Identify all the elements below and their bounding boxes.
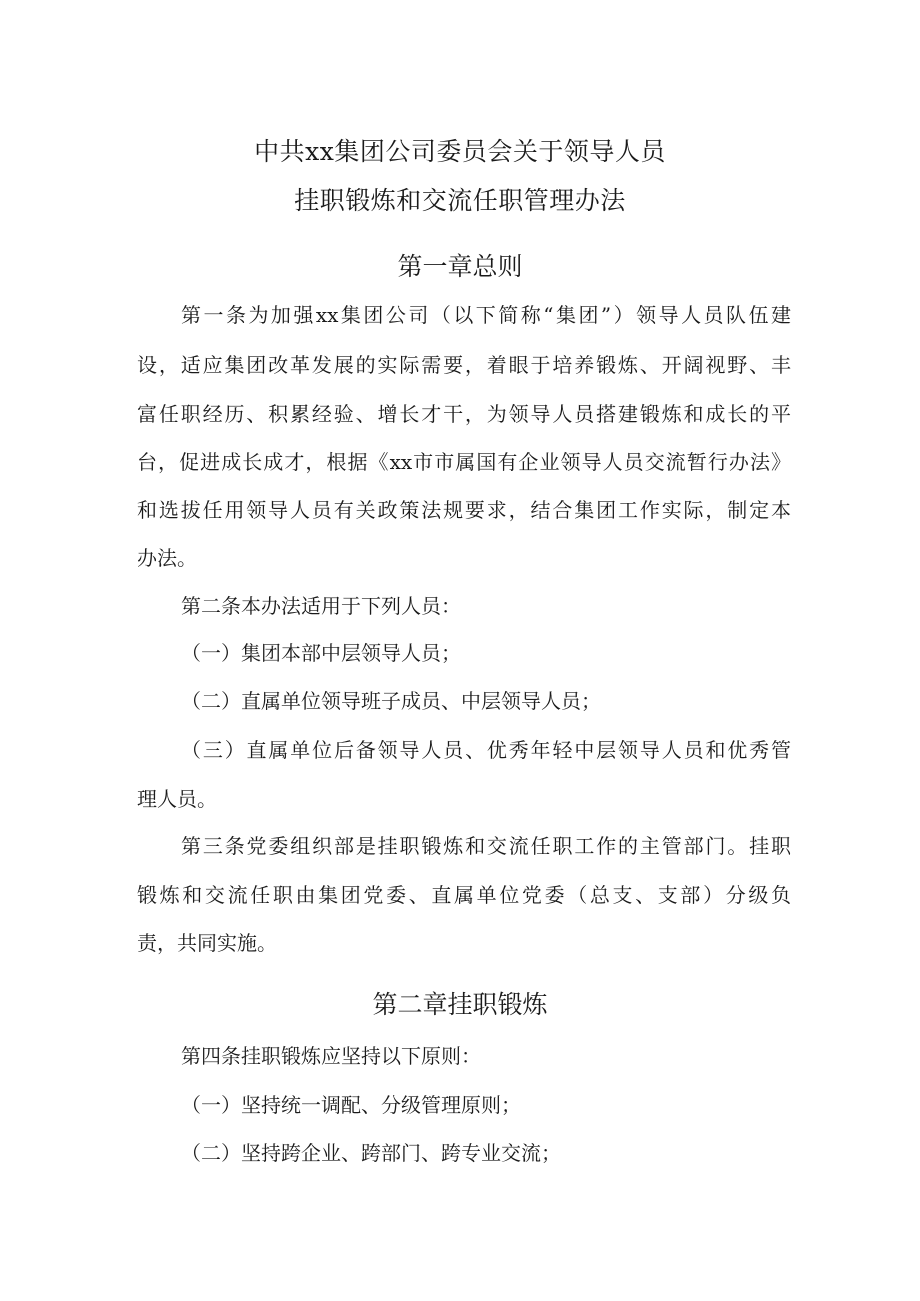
article-3-line: 锻炼和交流任职由集团党委、直属单位党委（总支、支部）分级负 [137,883,791,907]
article-1-line: 台，促进成长成才，根据《xx市市属国有企业领导人员交流暂行办法》 [137,450,791,474]
article-2-intro: 第二条本办法适用于下列人员： [181,594,461,618]
article-3-line: 第三条党委组织部是挂职锻炼和交流任职工作的主管部门。挂职 [181,834,791,858]
article-4-item-1: （一）坚持统一调配、分级管理原则； [181,1093,521,1117]
document-title-line-2: 挂职锻炼和交流任职管理办法 [294,186,626,215]
article-4-intro: 第四条挂职锻炼应坚持以下原则： [181,1044,481,1068]
article-2-item-2: （二）直属单位领导班子成员、中层领导人员； [181,689,601,713]
article-4-item-2: （二）坚持跨企业、跨部门、跨专业交流； [181,1141,561,1165]
article-3-line: 责，共同实施。 [137,931,277,955]
article-1-line: 设，适应集团改革发展的实际需要，着眼于培养锻炼、开阔视野、丰 [137,353,791,377]
article-1-line: 办法。 [137,546,197,570]
article-1-line: 和选拔任用领导人员有关政策法规要求，结合集团工作实际，制定本 [137,498,791,522]
chapter-2-heading: 第二章挂职锻炼 [372,990,548,1019]
article-1-line: 富任职经历、积累经验、增长才干，为领导人员搭建锻炼和成长的平 [137,402,791,426]
article-1-line: 第一条为加强xx集团公司（以下简称“集团”）领导人员队伍建 [181,303,791,327]
article-2-item-3-line: （三）直属单位后备领导人员、优秀年轻中层领导人员和优秀管 [181,738,791,762]
article-2-item-1: （一）集团本部中层领导人员； [181,641,461,665]
article-2-item-3-line: 理人员。 [137,787,217,811]
chapter-1-heading: 第一章总则 [397,252,523,281]
document-title-line-1: 中共xx集团公司委员会关于领导人员 [254,137,666,166]
